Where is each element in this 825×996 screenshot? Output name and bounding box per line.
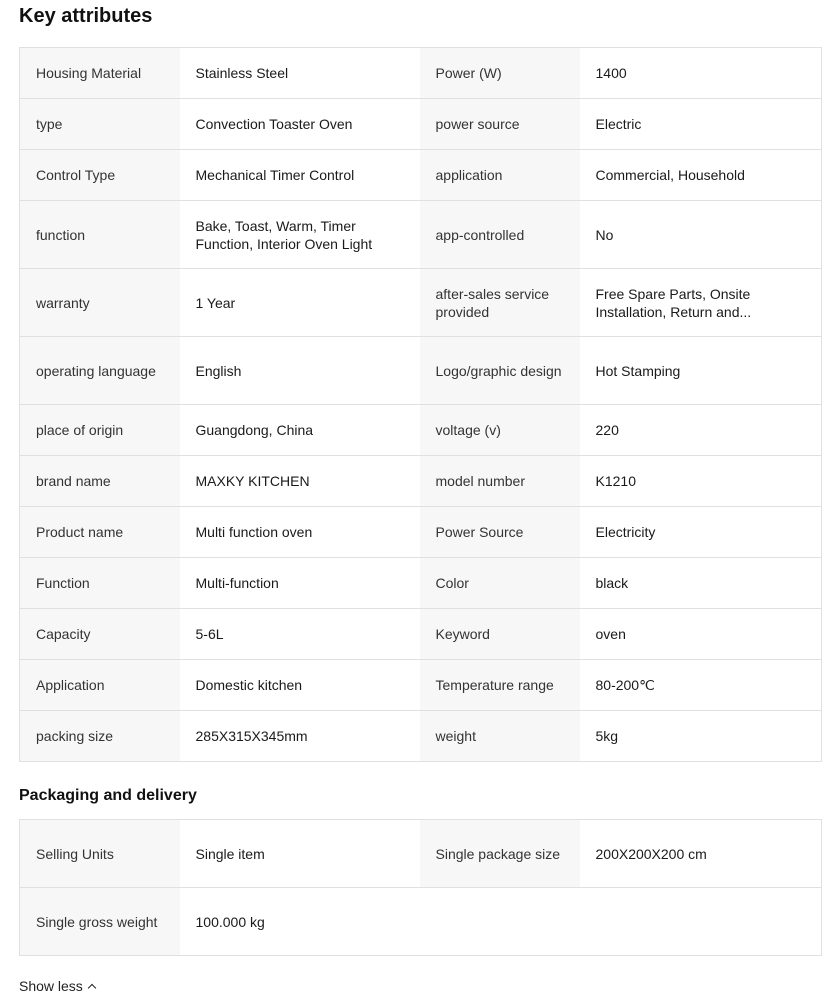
packaging-title: Packaging and delivery <box>19 787 197 804</box>
attribute-key <box>420 269 580 337</box>
show-less-button[interactable] <box>19 978 95 994</box>
attribute-value: 285X315X345mm <box>180 711 420 762</box>
attribute-row <box>20 456 822 507</box>
packaging-table <box>19 819 822 956</box>
attribute-value: MAXKY KITCHEN <box>180 456 420 507</box>
attribute-key: operating language <box>20 337 180 405</box>
attribute-key: Power (W) <box>420 48 580 99</box>
attribute-value <box>580 269 822 337</box>
product-attributes-panel <box>19 0 821 996</box>
attribute-value: Guangdong, China <box>180 405 420 456</box>
attribute-key <box>20 888 180 956</box>
attribute-value: 80-200℃ <box>580 660 822 711</box>
attribute-key-text: after-sales service provided <box>435 285 550 320</box>
attribute-key: weight <box>420 711 580 762</box>
attribute-row <box>20 820 822 888</box>
attribute-row <box>20 888 822 956</box>
attribute-key: warranty <box>20 269 180 337</box>
attribute-value: Stainless Steel <box>180 48 420 99</box>
attribute-value: Multi function oven <box>180 507 420 558</box>
attribute-key: brand name <box>20 456 180 507</box>
attribute-key: app-controlled <box>420 201 580 269</box>
attribute-key: power source <box>420 99 580 150</box>
attribute-value: black <box>580 558 822 609</box>
attribute-value: Mechanical Timer Control <box>180 150 420 201</box>
attribute-value: Commercial, Household <box>580 150 822 201</box>
attribute-key: Color <box>420 558 580 609</box>
attribute-value: oven <box>580 609 822 660</box>
attribute-row <box>20 660 822 711</box>
attribute-value: No <box>580 201 822 269</box>
attribute-key: application <box>420 150 580 201</box>
attribute-value-text: Bake, Toast, Warm, Timer Function, Interior Oven Light <box>195 217 373 252</box>
attribute-value-text: Free Spare Parts, Onsite Installation, Return and... <box>595 285 752 320</box>
attribute-row <box>20 269 822 337</box>
attribute-value: Hot Stamping <box>580 337 822 405</box>
attribute-value: Multi-function <box>180 558 420 609</box>
attribute-key: Control Type <box>20 150 180 201</box>
attribute-row <box>20 150 822 201</box>
attribute-key: Power Source <box>420 507 580 558</box>
attribute-row <box>20 99 822 150</box>
attribute-key <box>420 337 580 405</box>
attribute-value: 1400 <box>580 48 822 99</box>
attribute-key: packing size <box>20 711 180 762</box>
attribute-key: Selling Units <box>20 820 180 888</box>
attribute-value <box>180 201 420 269</box>
attribute-value: Electric <box>580 99 822 150</box>
attribute-value: 200X200X200 cm <box>580 820 822 888</box>
empty-cell <box>420 888 580 956</box>
attribute-key: Application <box>20 660 180 711</box>
attribute-row <box>20 201 822 269</box>
attribute-key: Capacity <box>20 609 180 660</box>
attribute-row <box>20 609 822 660</box>
attribute-key <box>420 820 580 888</box>
key-attributes-title: Key attributes <box>19 5 153 27</box>
attribute-value: 220 <box>580 405 822 456</box>
attribute-value: Domestic kitchen <box>180 660 420 711</box>
attribute-value: 5kg <box>580 711 822 762</box>
attribute-value: 5-6L <box>180 609 420 660</box>
attribute-key: Housing Material <box>20 48 180 99</box>
attribute-row <box>20 507 822 558</box>
attribute-key: Temperature range <box>420 660 580 711</box>
attribute-key-text: Single package size <box>435 845 561 862</box>
attribute-row <box>20 405 822 456</box>
attribute-row <box>20 48 822 99</box>
attribute-value: K1210 <box>580 456 822 507</box>
show-less-label: Show less <box>19 978 83 994</box>
attribute-row <box>20 711 822 762</box>
attribute-row <box>20 337 822 405</box>
attribute-key: Product name <box>20 507 180 558</box>
attribute-value: Electricity <box>580 507 822 558</box>
attribute-key: voltage (v) <box>420 405 580 456</box>
attribute-key: type <box>20 99 180 150</box>
attribute-key: place of origin <box>20 405 180 456</box>
attribute-value: Single item <box>180 820 420 888</box>
attribute-value: English <box>180 337 420 405</box>
key-attributes-table <box>19 47 822 762</box>
attribute-value: 100.000 kg <box>180 888 420 956</box>
attribute-value: Convection Toaster Oven <box>180 99 420 150</box>
attribute-key: Keyword <box>420 609 580 660</box>
attribute-row <box>20 558 822 609</box>
chevron-up-icon <box>88 984 96 992</box>
attribute-key-text: Logo/graphic design <box>435 362 562 379</box>
empty-cell <box>580 888 822 956</box>
attribute-key: function <box>20 201 180 269</box>
attribute-key: Function <box>20 558 180 609</box>
attribute-value: 1 Year <box>180 269 420 337</box>
attribute-key: model number <box>420 456 580 507</box>
attribute-key-text: Single gross weight <box>36 913 158 930</box>
